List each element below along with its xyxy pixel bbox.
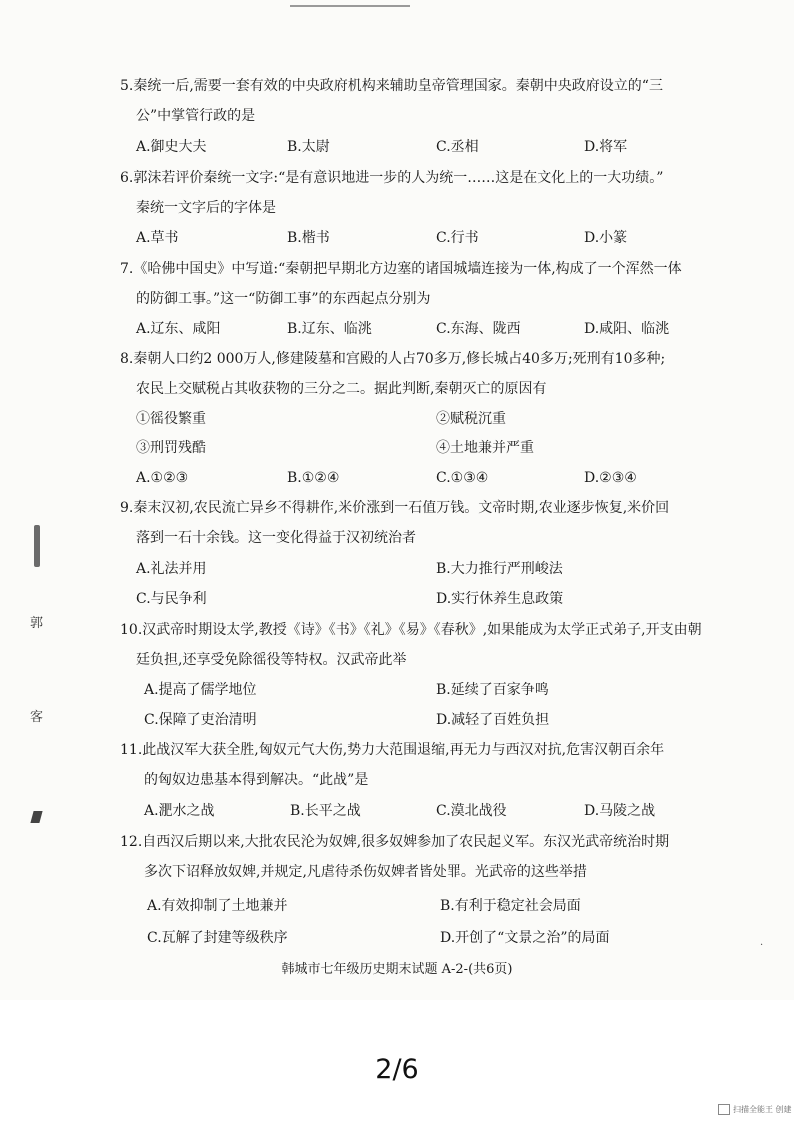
q8-option-b: B.①②④ (287, 470, 340, 486)
q12-stem-line1: 12.自西汉后期以来,大批农民沦为奴婢,很多奴婢参加了农民起义军。东汉光武帝统治时期 (120, 834, 670, 850)
scanner-logo-icon (718, 1104, 730, 1115)
scanner-watermark (718, 1104, 792, 1115)
binding-margin-mark (34, 525, 40, 567)
q9-stem-line1: 9.秦末汉初,农民流亡异乡不得耕作,米价涨到一石值万钱。文帝时期,农业逐步恢复,米价回 (120, 500, 670, 516)
q6-option-b: B.楷书 (287, 230, 330, 246)
q11-option-b: B.长平之战 (290, 803, 361, 819)
q7-stem-line2: 的防御工事。”这一“防御工事”的东西起点分别为 (136, 291, 431, 307)
q9-option-a: A.礼法并用 (136, 561, 207, 577)
q9-stem-line2: 落到一石十余钱。这一变化得益于汉初统治者 (136, 530, 416, 546)
q5-option-c: C.丞相 (436, 139, 479, 155)
q5-option-b: B.太尉 (287, 139, 330, 155)
top-rule (290, 5, 410, 7)
q12-option-a: A.有效抑制了土地兼并 (147, 898, 288, 914)
q8-option-a: A.①②③ (136, 470, 189, 486)
q6-stem-line2: 秦统一文字后的字体是 (136, 200, 276, 216)
q12-option-c: C.瓦解了封建等级秩序 (147, 930, 288, 946)
q7-option-d: D.咸阳、临洮 (584, 321, 670, 337)
q8-item-3: ③刑罚残酷 (136, 440, 206, 456)
q7-option-c: C.东海、陇西 (436, 321, 521, 337)
q8-item-1: ①徭役繁重 (136, 411, 206, 427)
margin-char-2: 客 (30, 710, 44, 725)
q5-stem-line1: 5.秦统一后,需要一套有效的中央政府机构来辅助皇帝管理国家。秦朝中央政府设立的“三 (120, 78, 663, 94)
q10-option-b: B.延续了百家争鸣 (436, 682, 549, 698)
q11-option-d: D.马陵之战 (584, 803, 656, 819)
page-footer: 韩城市七年级历史期末试题 A-2-(共6页) (281, 962, 513, 977)
q9-option-c: C.与民争利 (136, 591, 207, 607)
q12-option-b: B.有利于稳定社会局面 (440, 898, 581, 914)
q12-stem-line2: 多次下诏释放奴婢,并规定,凡虐待杀伤奴婢者皆处罪。光武帝的这些举措 (144, 864, 587, 880)
q6-option-c: C.行书 (436, 230, 479, 246)
q10-stem-line1: 10.汉武帝时期设太学,教授《诗》《书》《礼》《易》《春秋》,如果能成为太学正式弟子,开支由朝 (120, 622, 702, 638)
scan-dot: · (760, 940, 764, 951)
q11-option-c: C.漠北战役 (436, 803, 507, 819)
q6-stem-line1: 6.郭沫若评价秦统一文字:“是有意识地进一步的人为统一……这是在文化上的一大功绩。” (120, 170, 664, 186)
q10-option-c: C.保障了吏治清明 (144, 712, 257, 728)
q6-option-d: D.小篆 (584, 230, 628, 246)
q7-option-a: A.辽东、咸阳 (136, 321, 221, 337)
q5-option-a: A.御史大夫 (136, 139, 207, 155)
q5-option-d: D.将军 (584, 139, 628, 155)
page-indicator: 2/6 (375, 1054, 419, 1085)
q11-option-a: A.淝水之战 (144, 803, 215, 819)
q6-option-a: A.草书 (136, 230, 179, 246)
q5-stem-line2: 公”中掌管行政的是 (136, 108, 256, 124)
q8-option-d: D.②③④ (584, 470, 637, 486)
q7-option-b: B.辽东、临洮 (287, 321, 372, 337)
q7-stem-line1: 7.《哈佛中国史》中写道:“秦朝把早期北方边塞的诸国城墙连接为一体,构成了一个浑然一体 (120, 261, 682, 277)
scanner-text: 扫描全能王 创建 (733, 1105, 792, 1114)
q9-option-d: D.实行休养生息政策 (436, 591, 564, 607)
q9-option-b: B.大力推行严刑峻法 (436, 561, 563, 577)
q12-option-d: D.开创了“文景之治”的局面 (440, 930, 610, 946)
q8-option-c: C.①③④ (436, 470, 489, 486)
q8-stem-line2: 农民上交赋税占其收获物的三分之二。据此判断,秦朝灭亡的原因有 (136, 381, 547, 397)
q10-stem-line2: 廷负担,还享受免除徭役等特权。汉武帝此举 (136, 652, 407, 668)
margin-scan-mark (30, 811, 42, 823)
q10-option-d: D.减轻了百姓负担 (436, 712, 550, 728)
margin-char-1: 郭 (30, 616, 44, 631)
q11-stem-line2: 的匈奴边患基本得到解决。“此战”是 (144, 772, 369, 788)
q11-stem-line1: 11.此战汉军大获全胜,匈奴元气大伤,势力大范围退缩,再无力与西汉对抗,危害汉朝百余年 (120, 742, 665, 758)
q10-option-a: A.提高了儒学地位 (144, 682, 257, 698)
q8-item-2: ②赋税沉重 (436, 411, 506, 427)
q8-item-4: ④土地兼并严重 (436, 440, 534, 456)
q8-stem-line1: 8.秦朝人口约2 000万人,修建陵墓和宫殿的人占70多万,修长城占40多万;死刑有10多种; (120, 351, 666, 367)
